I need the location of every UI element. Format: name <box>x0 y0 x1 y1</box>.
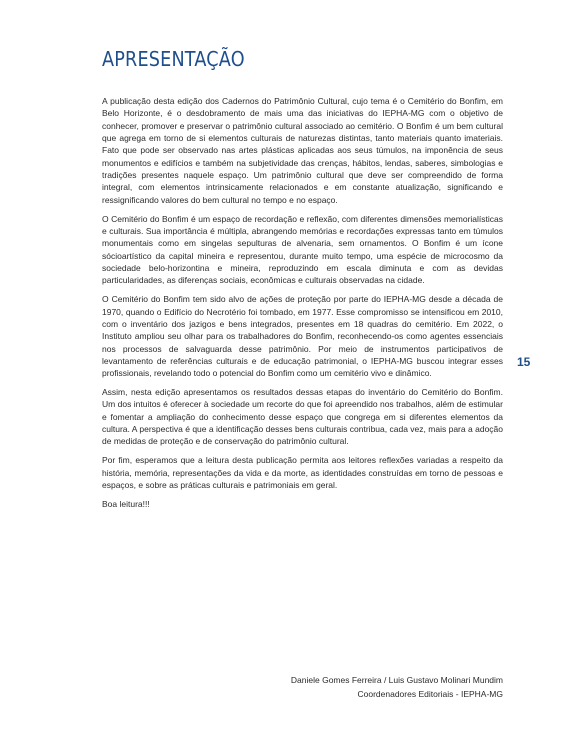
signature-role: Coordenadores Editoriais - IEPHA-MG <box>357 689 503 699</box>
paragraph-3: O Cemitério do Bonfim tem sido alvo de ações de proteção por parte do IEPHA-MG desde a década de 1970, quando o Edifício do Necrotério foi tombado, em 1977. Esse compromisso se intensificou em 2010, com o inventário dos jazigos e bens integrados, presentes em 18 quadras do cemitério. Em 2022, o Instituto ampliou seu olhar para os trabalhadores do Bonfim, reconhecendo-os como agentes essenciais nos processos de salvaguarda desse patrimônio. Por meio de instrumentos participativos de levantamento de referências culturais e de educação patrimonial, o IEPHA-MG buscou integrar esses profissionais, revelando todo o potencial do Bonfim como um cemitério vivo e dinâmico. <box>102 294 503 379</box>
paragraph-1: A publicação desta edição dos Cadernos do Patrimônio Cultural, cujo tema é o Cemitério do Bonfim, em Belo Horizonte, é o desdobramento de mais uma das iniciativas do IEPHA-MG com o objetivo de conhecer, promover e preservar o patrimônio cultural associado ao cemitério. O Bonfim é um bem cultural que agrega em torno de si elementos culturais de naturezas distintas, tanto materiais quanto imateriais. Fato que pode ser observado nas artes plásticas aplicadas aos seus túmulos, na imponência de seus monumentos e edifícios e também na subjetividade das crenças, hábitos, lendas, saberes, simbologias e tradições presentes naquele espaço. Um patrimônio cultural que deve ser compreendido de forma integral, com elementos intrinsicamente relacionados e em constante atualização, significando e ressignificando valores do bem cultural no tempo e no espaço. <box>102 96 503 205</box>
paragraph-6: Boa leitura!!! <box>102 498 150 509</box>
paragraph-4: Assim, nesta edição apresentamos os resultados dessas etapas do inventário do Cemitério do Bonfim. Um dos intuitos é oferecer à sociedade um recorte do que foi apreendido nos trabalhos, além de estimular e fomentar a ampliação do conhecimento desse espaço que congrega em si diferentes elementos da cultura. A perspectiva é que a identificação desses bens culturais contribua, cada vez, mais para a adoção de medidas de proteção e de conservação do patrimônio cultural. <box>102 387 503 447</box>
paragraph-2: O Cemitério do Bonfim é um espaço de recordação e reflexão, com diferentes dimensões memorialísticas e culturais. Sua importância é múltipla, abrangendo memórias e recordações expressas tanto em túmulos monumentais como em singelas sepulturas de alvenaria, sem ornamentos. O Bonfim é um ícone sócioartístico da capital mineira e representou, durante muito tempo, uma espécie de microcosmo da sociedade belo-horizontina e mineira, reproduzindo em escala diminuta e com as devidas particularidades, as diferenças sociais, econômicas e culturais observadas na cidade. <box>102 213 503 286</box>
page-title: APRESENTAÇÃO <box>102 47 245 71</box>
body-text <box>102 95 503 517</box>
signature-names: Daniele Gomes Ferreira / Luis Gustavo Molinari Mundim <box>290 675 503 685</box>
page-number: 15 <box>517 355 531 369</box>
signature-block <box>291 673 503 701</box>
paragraph-5: Por fim, esperamos que a leitura desta publicação permita aos leitores reflexões variadas a respeito da história, memória, representações da vida e da morte, as identidades construídas em torno de pessoas e espaços, e sobre as práticas culturais e patrimoniais em geral. <box>102 455 503 490</box>
